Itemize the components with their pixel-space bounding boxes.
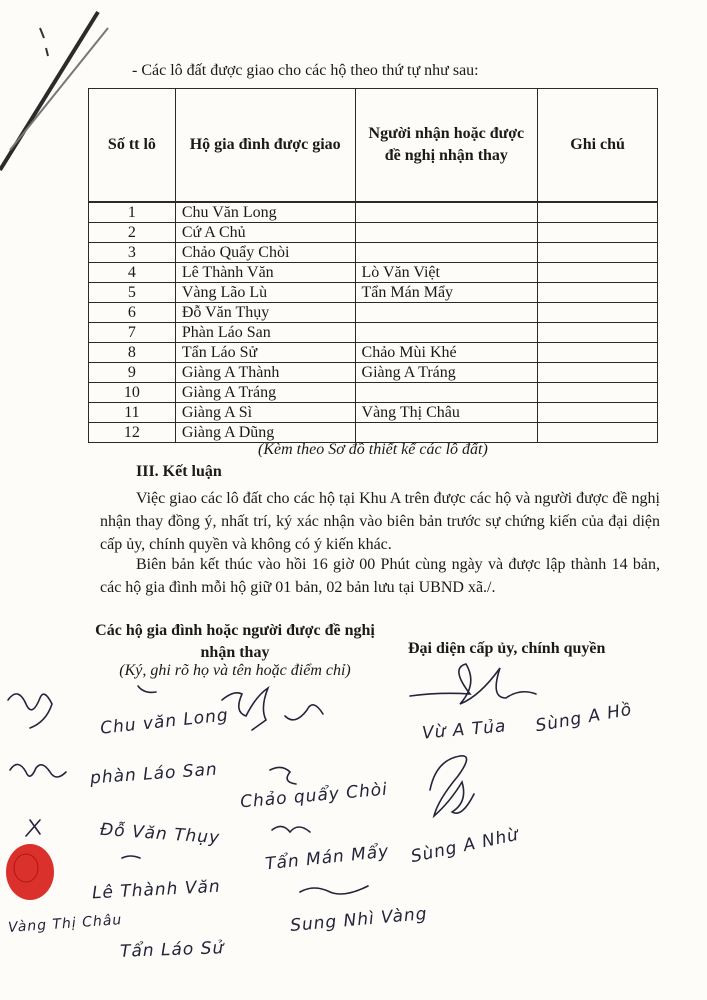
lot-number-cell: 10 xyxy=(89,383,176,403)
signature-mark xyxy=(410,664,536,704)
signature-mark xyxy=(222,688,268,730)
household-cell: Chảo Quẩy Chòi xyxy=(175,243,355,263)
household-cell: Giàng A Thành xyxy=(175,363,355,383)
lot-number-cell: 6 xyxy=(89,303,176,323)
handwritten-name: phàn Láo San xyxy=(89,759,219,789)
authority-signature-title: Đại diện cấp ủy, chính quyền xyxy=(408,640,606,657)
signature-mark xyxy=(300,886,368,894)
signature-mark xyxy=(430,756,474,816)
signature-mark xyxy=(26,820,40,836)
lot-number-cell: 8 xyxy=(89,343,176,363)
signature-mark xyxy=(10,764,66,777)
household-cell: Giàng A Tráng xyxy=(175,383,355,403)
lot-number-cell: 12 xyxy=(89,423,176,443)
household-cell: Lê Thành Văn xyxy=(175,263,355,283)
recipient-cell: Vàng Thị Châu xyxy=(355,403,538,423)
lot-number-cell: 11 xyxy=(89,403,176,423)
handwritten-name: Tẩn Mán Mẩy xyxy=(264,841,391,875)
household-cell: Chu Văn Long xyxy=(175,203,355,223)
handwritten-name: Chu văn Long xyxy=(99,705,230,739)
fingerprint-stamp xyxy=(6,844,54,900)
conclusion-paragraph-1: Việc giao các lô đất cho các hộ tại Khu A trên được các hộ và người được đề nghị nhận thay đồng ý, nhất trí, ký xác nhận vào biên bản trước sự chứng kiến của đại diện cấp ủy, chính quyền và không có ý kiến khác. xyxy=(100,490,660,553)
signature-mark xyxy=(122,856,140,858)
signature-mark xyxy=(285,705,323,720)
lot-number-cell: 5 xyxy=(89,283,176,303)
section-heading-conclusion: III. Kết luận xyxy=(136,463,222,480)
signature-mark xyxy=(138,686,156,692)
recipient-cell: Lò Văn Việt xyxy=(355,263,538,283)
household-cell: Cứ A Chủ xyxy=(175,223,355,243)
col-header-note: Ghi chú xyxy=(538,89,658,202)
lot-number-cell: 4 xyxy=(89,263,176,283)
handwritten-name: Sùng A Hồ xyxy=(534,699,634,737)
handwritten-name: Đỗ Văn Thụy xyxy=(99,819,221,849)
lot-number-cell: 1 xyxy=(89,203,176,223)
lot-number-cell: 3 xyxy=(89,243,176,263)
recipient-cell: Giàng A Tráng xyxy=(355,363,538,383)
handwritten-name: Chảo quẩy Chòi xyxy=(239,779,389,813)
handwritten-name: Tẩn Láo Sử xyxy=(119,938,225,962)
signature-mark xyxy=(270,767,296,784)
recipient-cell: Tẩn Mán Mẩy xyxy=(355,283,538,303)
lot-assignment-intro: - Các lô đất được giao cho các hộ theo thứ tự như sau: xyxy=(132,62,479,79)
handwritten-name: Sung Nhì Vàng xyxy=(289,904,429,936)
lot-number-cell: 2 xyxy=(89,223,176,243)
lot-number-cell: 9 xyxy=(89,363,176,383)
handwritten-name: Vàng Thị Châu xyxy=(7,912,123,936)
table-caption: (Kèm theo Sơ đồ thiết kế các lô đất) xyxy=(258,441,488,458)
household-cell: Phàn Láo San xyxy=(175,323,355,343)
conclusion-paragraph-2: Biên bản kết thúc vào hồi 16 giờ 00 Phút cùng ngày và được lập thành 14 bản, các hộ gia đình mỗi hộ giữ 01 bản, 02 bản lưu tại UBND xã./. xyxy=(100,556,660,596)
households-signature-subtitle: (Ký, ghi rõ họ và tên hoặc điểm chỉ) xyxy=(119,662,351,679)
signature-mark xyxy=(8,694,52,728)
handwritten-name: Lê Thành Văn xyxy=(91,876,222,904)
col-header-lot-number: Số tt lô xyxy=(89,89,176,202)
col-header-recipient: Người nhận hoặc được đề nghị nhận thay xyxy=(355,89,538,202)
household-cell: Giàng A Sì xyxy=(175,403,355,423)
handwritten-name: Vừ A Tủa xyxy=(421,716,508,744)
col-header-household: Hộ gia đình được giao xyxy=(175,89,355,202)
signature-mark xyxy=(272,826,310,832)
households-signature-title: Các hộ gia đình hoặc người được đề nghị nhận thay xyxy=(95,622,375,661)
handwritten-name: Sùng A Nhừ xyxy=(409,824,521,868)
household-cell: Vàng Lão Lù xyxy=(175,283,355,303)
household-cell: Giàng A Dũng xyxy=(175,423,355,443)
household-cell: Tẩn Láo Sử xyxy=(175,343,355,363)
recipient-cell: Chảo Mùi Khé xyxy=(355,343,538,363)
lot-number-cell: 7 xyxy=(89,323,176,343)
household-cell: Đỗ Văn Thụy xyxy=(175,303,355,323)
